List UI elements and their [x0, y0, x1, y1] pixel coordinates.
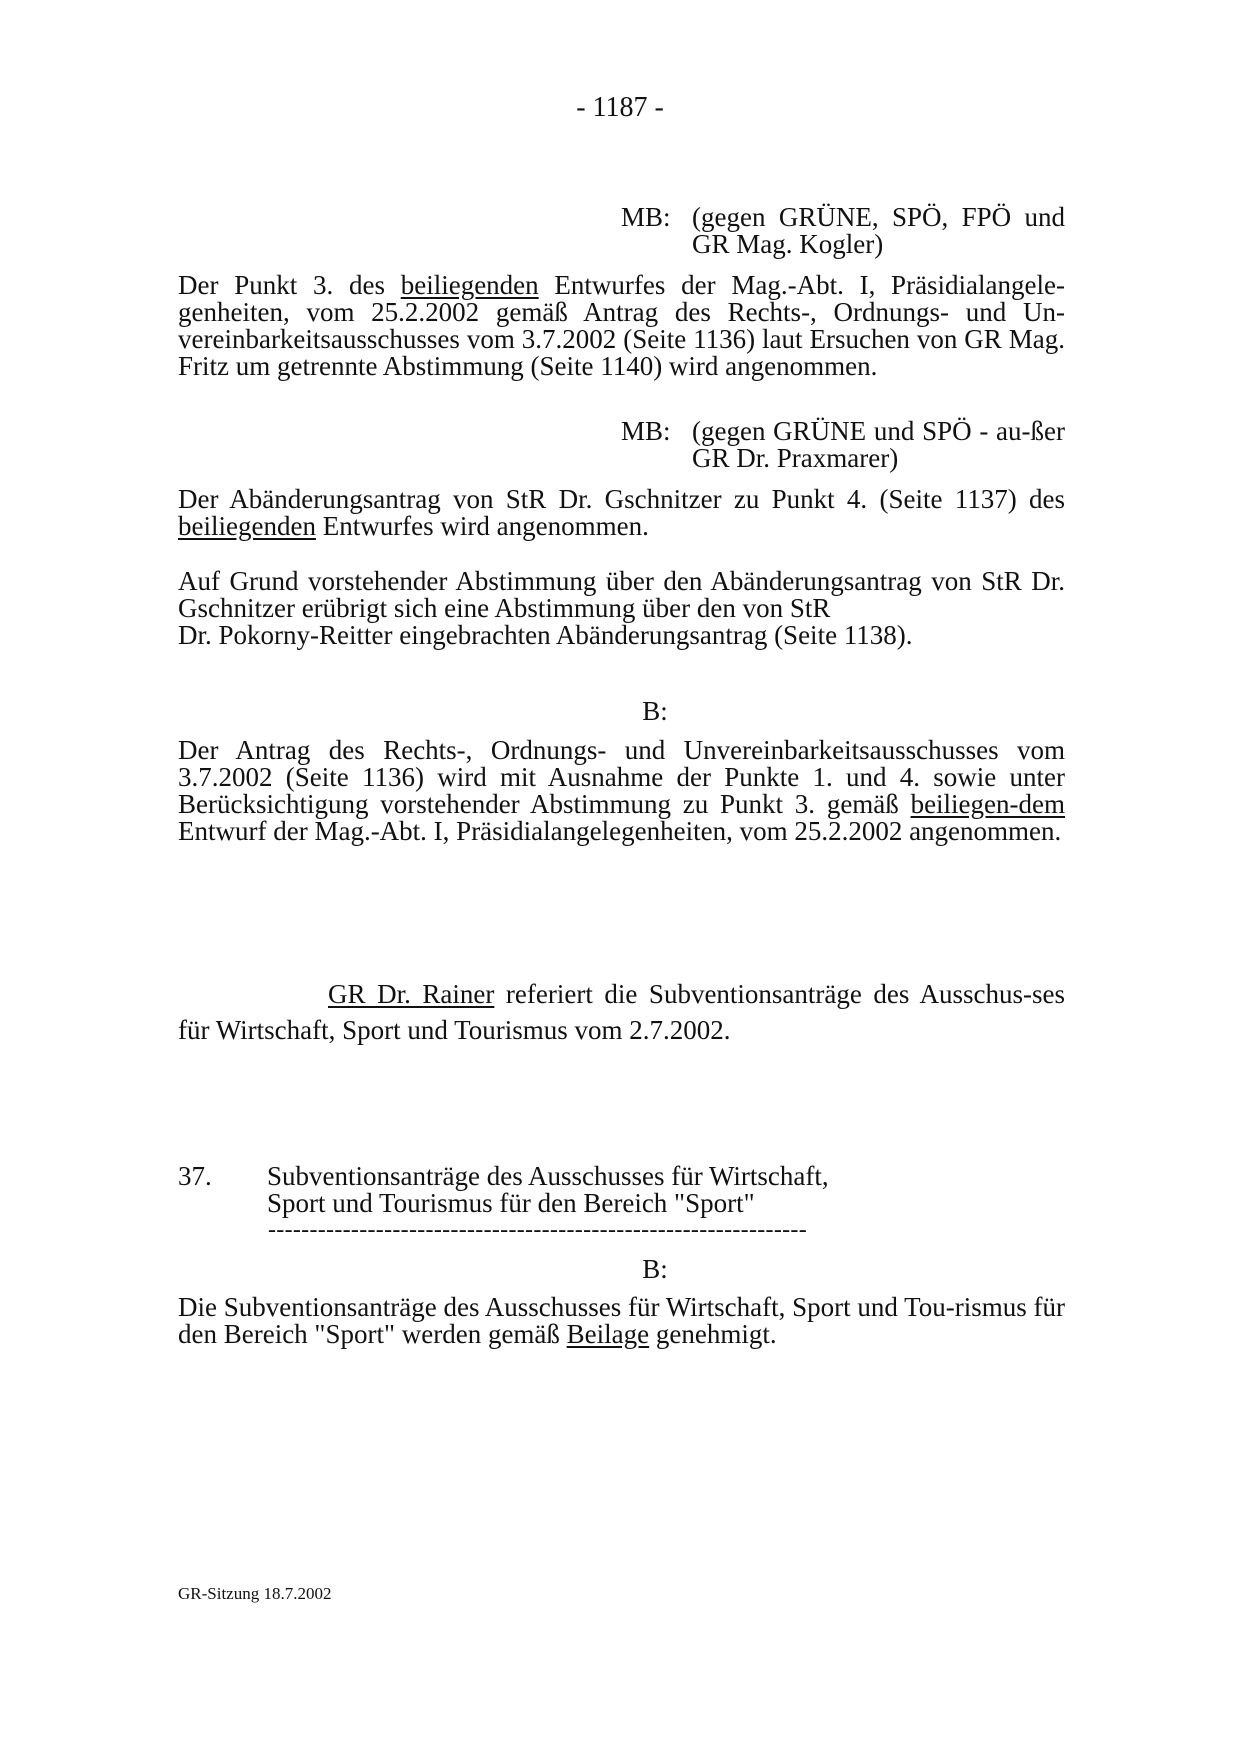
- section-b-label: B:: [642, 1254, 668, 1284]
- vote-note-1: [621, 204, 1065, 258]
- paragraph-auf-grund: Auf Grund vorstehender Abstimmung über den Abänderungsantrag von StR Dr. Gschnitzer erübrigt sich eine Abstimmung über den von StR Dr. Pokorny-Reitter eingebrachten Abänderungsantrag (Seite 1138).: [178, 566, 1065, 650]
- section-b-label: B:: [642, 696, 668, 726]
- vote-note-text: (gegen GRÜNE, SPÖ, FPÖ und GR Mag. Kogler): [692, 202, 1065, 259]
- footer-session-date: GR-Sitzung 18.7.2002: [178, 1584, 332, 1603]
- paragraph-subventionsantraege: Die Subventionsanträge des Ausschusses für Wirtschaft, Sport und Tou-rismus für den Bereich "Sport" werden gemäß Beilage genehmigt.: [178, 1292, 1065, 1349]
- agenda-item-number: 37.: [178, 1161, 212, 1191]
- paragraph-punkt-3: Der Punkt 3. des beiliegenden Entwurfes der Mag.-Abt. I, Präsidialangele-genheiten, vom 25.2.2002 gemäß Antrag des Rechts-, Ordnungs- und Un-vereinbarkeitsausschusses vom 3.7.2002 (Seite 1136) laut Ersuchen von GR Mag. Fritz um getrennte Abstimmung (Seite 1140) wird angenommen.: [178, 270, 1065, 381]
- vote-note-label: MB:: [621, 202, 671, 232]
- paragraph-antrag: Der Antrag des Rechts-, Ordnungs- und Unvereinbarkeitsausschusses vom 3.7.2002 (Seite 1136) wird mit Ausnahme der Punkte 1. und 4. sowie unter Berücksichtigung vorstehender Abstimmung zu Punkt 3. gemäß beiliegen-dem Entwurf der Mag.-Abt. I, Präsidialangelegenheiten, vom 25.2.2002 angenommen.: [178, 735, 1065, 846]
- underlined-beiliegendem: beiliegen-dem: [910, 789, 1065, 819]
- page-number: - 1187 -: [576, 92, 664, 123]
- paragraph-abaenderungsantrag: Der Abänderungsantrag von StR Dr. Gschnitzer zu Punkt 4. (Seite 1137) des beiliegenden Entwurfes wird angenommen.: [178, 484, 1065, 541]
- agenda-item-title-line-1: Subventionsanträge des Ausschusses für Wirtschaft,: [267, 1161, 829, 1191]
- paragraph-referent: GR Dr. Rainer referiert die Subventionsanträge des Ausschus-ses für Wirtschaft, Sport und Tourismus vom 2.7.2002.: [178, 979, 1065, 1045]
- vote-note-2: [621, 418, 1065, 472]
- agenda-item-37: [178, 1163, 829, 1217]
- underlined-beilage: Beilage: [566, 1319, 650, 1349]
- referent-name: GR Dr. Rainer: [328, 979, 495, 1009]
- underlined-beiliegenden: beiliegenden: [178, 511, 316, 541]
- vote-note-label: MB:: [621, 416, 671, 446]
- dashed-separator: -----------------------------------------------------------------: [268, 1217, 807, 1243]
- underlined-beiliegenden: beiliegenden: [400, 270, 539, 300]
- agenda-item-title-line-2: Sport und Tourismus für den Bereich "Sport": [267, 1188, 755, 1218]
- vote-note-text: (gegen GRÜNE und SPÖ - au-ßer GR Dr. Praxmarer): [692, 416, 1065, 473]
